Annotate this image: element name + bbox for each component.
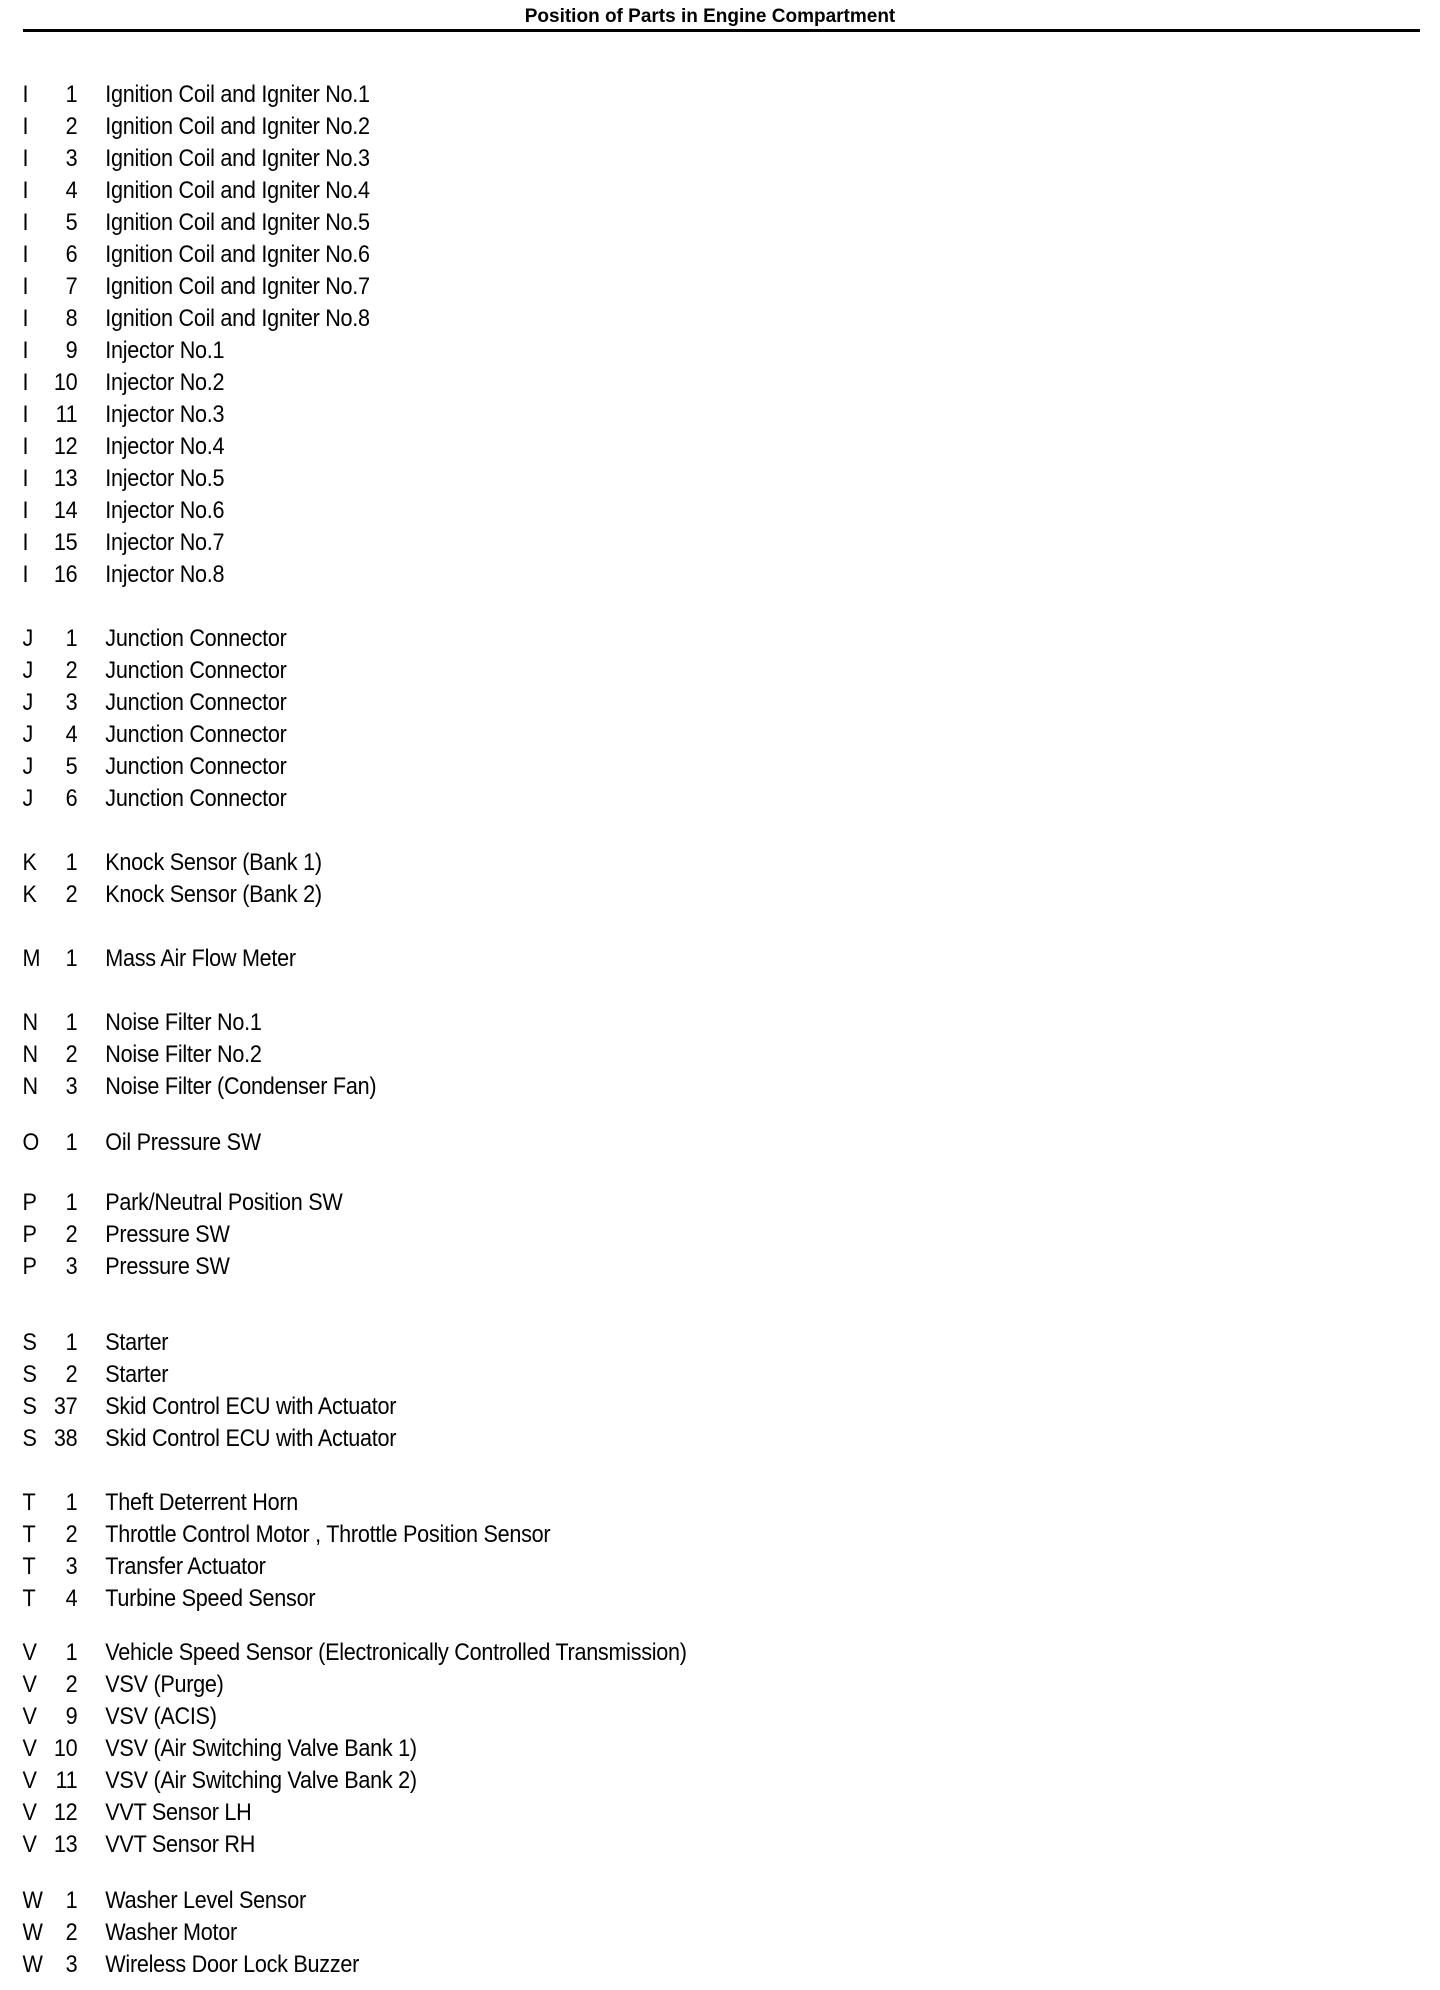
list-item — [0, 1329, 810, 1357]
part-number: 4 — [65, 177, 78, 204]
part-code: K — [22, 881, 37, 908]
part-name: Mass Air Flow Meter — [105, 945, 296, 972]
list-item — [0, 1767, 810, 1795]
part-code: J — [22, 689, 34, 716]
part-name: Knock Sensor (Bank 1) — [105, 849, 322, 876]
list-item — [0, 497, 810, 525]
part-name: Ignition Coil and Igniter No.7 — [105, 273, 370, 300]
list-item — [0, 1951, 810, 1979]
part-name: Injector No.6 — [105, 497, 225, 524]
part-code: N — [22, 1009, 38, 1036]
part-number: 2 — [65, 1521, 78, 1548]
part-code: N — [22, 1041, 38, 1068]
part-code: T — [22, 1553, 36, 1580]
part-code: I — [22, 369, 29, 396]
part-number: 1 — [65, 1887, 78, 1914]
list-item — [0, 1887, 810, 1915]
part-number: 2 — [65, 1361, 78, 1388]
part-code: V — [22, 1639, 37, 1666]
part-code: P — [22, 1189, 37, 1216]
list-item — [0, 209, 810, 237]
part-number: 1 — [65, 1329, 78, 1356]
part-name: Junction Connector — [105, 753, 287, 780]
list-item — [0, 1735, 810, 1763]
part-code: I — [22, 113, 29, 140]
part-code: I — [22, 305, 29, 332]
part-number: 3 — [65, 1951, 78, 1978]
list-item — [0, 1919, 810, 1947]
part-name: Injector No.8 — [105, 561, 225, 588]
part-name: Ignition Coil and Igniter No.2 — [105, 113, 370, 140]
part-name: Throttle Control Motor , Throttle Position Sensor — [105, 1521, 551, 1548]
part-code: V — [22, 1767, 37, 1794]
list-item — [0, 81, 810, 109]
part-number: 37 — [53, 1393, 78, 1420]
part-number: 3 — [65, 1553, 78, 1580]
list-item — [0, 1489, 810, 1517]
part-number: 1 — [65, 1639, 78, 1666]
list-item — [0, 1073, 810, 1101]
part-name: Noise Filter No.2 — [105, 1041, 262, 1068]
part-code: S — [22, 1425, 37, 1452]
part-name: Injector No.2 — [105, 369, 225, 396]
part-code: T — [22, 1521, 36, 1548]
list-item — [0, 145, 810, 173]
list-item — [0, 177, 810, 205]
part-name: Oil Pressure SW — [105, 1129, 261, 1156]
part-code: V — [22, 1831, 37, 1858]
part-name: Ignition Coil and Igniter No.1 — [105, 81, 370, 108]
part-number: 10 — [53, 369, 78, 396]
list-item — [0, 369, 810, 397]
part-code: V — [22, 1671, 37, 1698]
list-item — [0, 1253, 810, 1281]
page-title: Position of Parts in Engine Compartment — [524, 6, 896, 27]
part-code: W — [22, 1919, 43, 1946]
part-name: Skid Control ECU with Actuator — [105, 1393, 397, 1420]
part-code: I — [22, 209, 29, 236]
part-code: I — [22, 241, 29, 268]
part-code: T — [22, 1585, 36, 1612]
part-name: Injector No.4 — [105, 433, 225, 460]
part-code: S — [22, 1329, 37, 1356]
part-name: Pressure SW — [105, 1253, 230, 1280]
part-name: Turbine Speed Sensor — [105, 1585, 316, 1612]
part-code: P — [22, 1253, 37, 1280]
list-item — [0, 1189, 810, 1217]
part-code: M — [22, 945, 41, 972]
part-code: S — [22, 1393, 37, 1420]
list-item — [0, 657, 810, 685]
part-code: T — [22, 1489, 36, 1516]
part-number: 2 — [65, 1221, 78, 1248]
list-item — [0, 689, 810, 717]
list-item — [0, 1221, 810, 1249]
part-name: Ignition Coil and Igniter No.3 — [105, 145, 370, 172]
part-name: Ignition Coil and Igniter No.4 — [105, 177, 370, 204]
part-number: 9 — [65, 1703, 78, 1730]
part-name: VVT Sensor LH — [105, 1799, 252, 1826]
part-name: Park/Neutral Position SW — [105, 1189, 343, 1216]
part-number: 4 — [65, 1585, 78, 1612]
part-code: V — [22, 1799, 37, 1826]
part-number: 2 — [65, 657, 78, 684]
part-name: Injector No.1 — [105, 337, 225, 364]
list-item — [0, 881, 810, 909]
part-number: 1 — [65, 1489, 78, 1516]
part-code: V — [22, 1703, 37, 1730]
part-number: 5 — [65, 753, 78, 780]
part-number: 3 — [65, 145, 78, 172]
part-code: O — [22, 1129, 40, 1156]
part-name: Ignition Coil and Igniter No.6 — [105, 241, 370, 268]
list-item — [0, 785, 810, 813]
part-number: 2 — [65, 1919, 78, 1946]
part-number: 2 — [65, 1671, 78, 1698]
part-code: P — [22, 1221, 37, 1248]
part-number: 15 — [53, 529, 78, 556]
list-item — [0, 1639, 810, 1667]
part-code: I — [22, 465, 29, 492]
list-item — [0, 433, 810, 461]
list-item — [0, 753, 810, 781]
part-name: Noise Filter (Condenser Fan) — [105, 1073, 377, 1100]
part-code: I — [22, 145, 29, 172]
part-number: 1 — [65, 625, 78, 652]
list-item — [0, 273, 810, 301]
part-name: Ignition Coil and Igniter No.5 — [105, 209, 370, 236]
part-number: 10 — [53, 1735, 78, 1762]
part-name: Junction Connector — [105, 689, 287, 716]
part-code: J — [22, 625, 34, 652]
part-code: W — [22, 1887, 43, 1914]
part-number: 3 — [65, 689, 78, 716]
part-name: Washer Motor — [105, 1919, 237, 1946]
list-item — [0, 529, 810, 557]
part-name: Noise Filter No.1 — [105, 1009, 262, 1036]
part-name: VSV (ACIS) — [105, 1703, 217, 1730]
part-number: 3 — [65, 1073, 78, 1100]
part-code: I — [22, 529, 29, 556]
part-name: Theft Deterrent Horn — [105, 1489, 298, 1516]
list-item — [0, 1129, 810, 1157]
part-name: Vehicle Speed Sensor (Electronically Controlled Transmission) — [105, 1639, 687, 1666]
part-number: 2 — [65, 113, 78, 140]
list-item — [0, 465, 810, 493]
part-number: 9 — [65, 337, 78, 364]
part-number: 1 — [65, 945, 78, 972]
part-name: Starter — [105, 1361, 169, 1388]
part-code: I — [22, 273, 29, 300]
list-item — [0, 1799, 810, 1827]
part-name: VVT Sensor RH — [105, 1831, 256, 1858]
part-number: 1 — [65, 1129, 78, 1156]
part-name: VSV (Purge) — [105, 1671, 224, 1698]
part-name: VSV (Air Switching Valve Bank 2) — [105, 1767, 417, 1794]
part-code: V — [22, 1735, 37, 1762]
list-item — [0, 1521, 810, 1549]
list-item — [0, 849, 810, 877]
list-item — [0, 241, 810, 269]
part-code: I — [22, 401, 29, 428]
part-name: Pressure SW — [105, 1221, 230, 1248]
part-name: Junction Connector — [105, 625, 287, 652]
part-number: 13 — [53, 1831, 78, 1858]
part-name: Wireless Door Lock Buzzer — [105, 1951, 360, 1978]
list-item — [0, 337, 810, 365]
part-number: 38 — [53, 1425, 78, 1452]
part-number: 2 — [65, 1041, 78, 1068]
part-code: I — [22, 81, 29, 108]
list-item — [0, 1831, 810, 1859]
part-number: 3 — [65, 1253, 78, 1280]
part-name: Washer Level Sensor — [105, 1887, 306, 1914]
part-number: 7 — [65, 273, 78, 300]
part-number: 11 — [55, 401, 78, 428]
part-number: 1 — [65, 1009, 78, 1036]
list-item — [0, 721, 810, 749]
list-item — [0, 1361, 810, 1389]
part-number: 12 — [53, 1799, 78, 1826]
part-code: S — [22, 1361, 37, 1388]
part-number: 16 — [53, 561, 78, 588]
list-item — [0, 305, 810, 333]
part-code: I — [22, 561, 29, 588]
part-name: Ignition Coil and Igniter No.8 — [105, 305, 370, 332]
part-number: 1 — [65, 81, 78, 108]
part-name: Injector No.5 — [105, 465, 225, 492]
list-item — [0, 1425, 810, 1453]
part-number: 1 — [65, 849, 78, 876]
part-code: J — [22, 721, 34, 748]
part-name: Injector No.3 — [105, 401, 225, 428]
part-number: 6 — [65, 241, 78, 268]
part-code: J — [22, 785, 34, 812]
list-item — [0, 945, 810, 973]
part-code: J — [22, 657, 34, 684]
part-number: 12 — [53, 433, 78, 460]
part-code: I — [22, 177, 29, 204]
part-number: 11 — [55, 1767, 78, 1794]
list-item — [0, 561, 810, 589]
list-item — [0, 1553, 810, 1581]
part-name: Transfer Actuator — [105, 1553, 266, 1580]
part-number: 1 — [65, 1189, 78, 1216]
list-item — [0, 401, 810, 429]
list-item — [0, 1041, 810, 1069]
part-name: Starter — [105, 1329, 169, 1356]
part-number: 13 — [53, 465, 78, 492]
part-code: W — [22, 1951, 43, 1978]
part-name: Junction Connector — [105, 721, 287, 748]
list-item — [0, 1393, 810, 1421]
part-code: K — [22, 849, 37, 876]
part-code: J — [22, 753, 34, 780]
part-code: I — [22, 337, 29, 364]
part-code: N — [22, 1073, 38, 1100]
part-name: Injector No.7 — [105, 529, 225, 556]
part-number: 6 — [65, 785, 78, 812]
part-code: I — [22, 433, 29, 460]
part-name: VSV (Air Switching Valve Bank 1) — [105, 1735, 417, 1762]
part-number: 2 — [65, 881, 78, 908]
list-item — [0, 113, 810, 141]
part-name: Junction Connector — [105, 785, 287, 812]
part-name: Knock Sensor (Bank 2) — [105, 881, 322, 908]
list-item — [0, 1671, 810, 1699]
part-name: Junction Connector — [105, 657, 287, 684]
list-item — [0, 1703, 810, 1731]
list-item — [0, 625, 810, 653]
part-number: 14 — [53, 497, 78, 524]
part-name: Skid Control ECU with Actuator — [105, 1425, 397, 1452]
part-number: 8 — [65, 305, 78, 332]
list-item — [0, 1585, 810, 1613]
part-number: 4 — [65, 721, 78, 748]
list-item — [0, 1009, 810, 1037]
part-number: 5 — [65, 209, 78, 236]
part-code: I — [22, 497, 29, 524]
